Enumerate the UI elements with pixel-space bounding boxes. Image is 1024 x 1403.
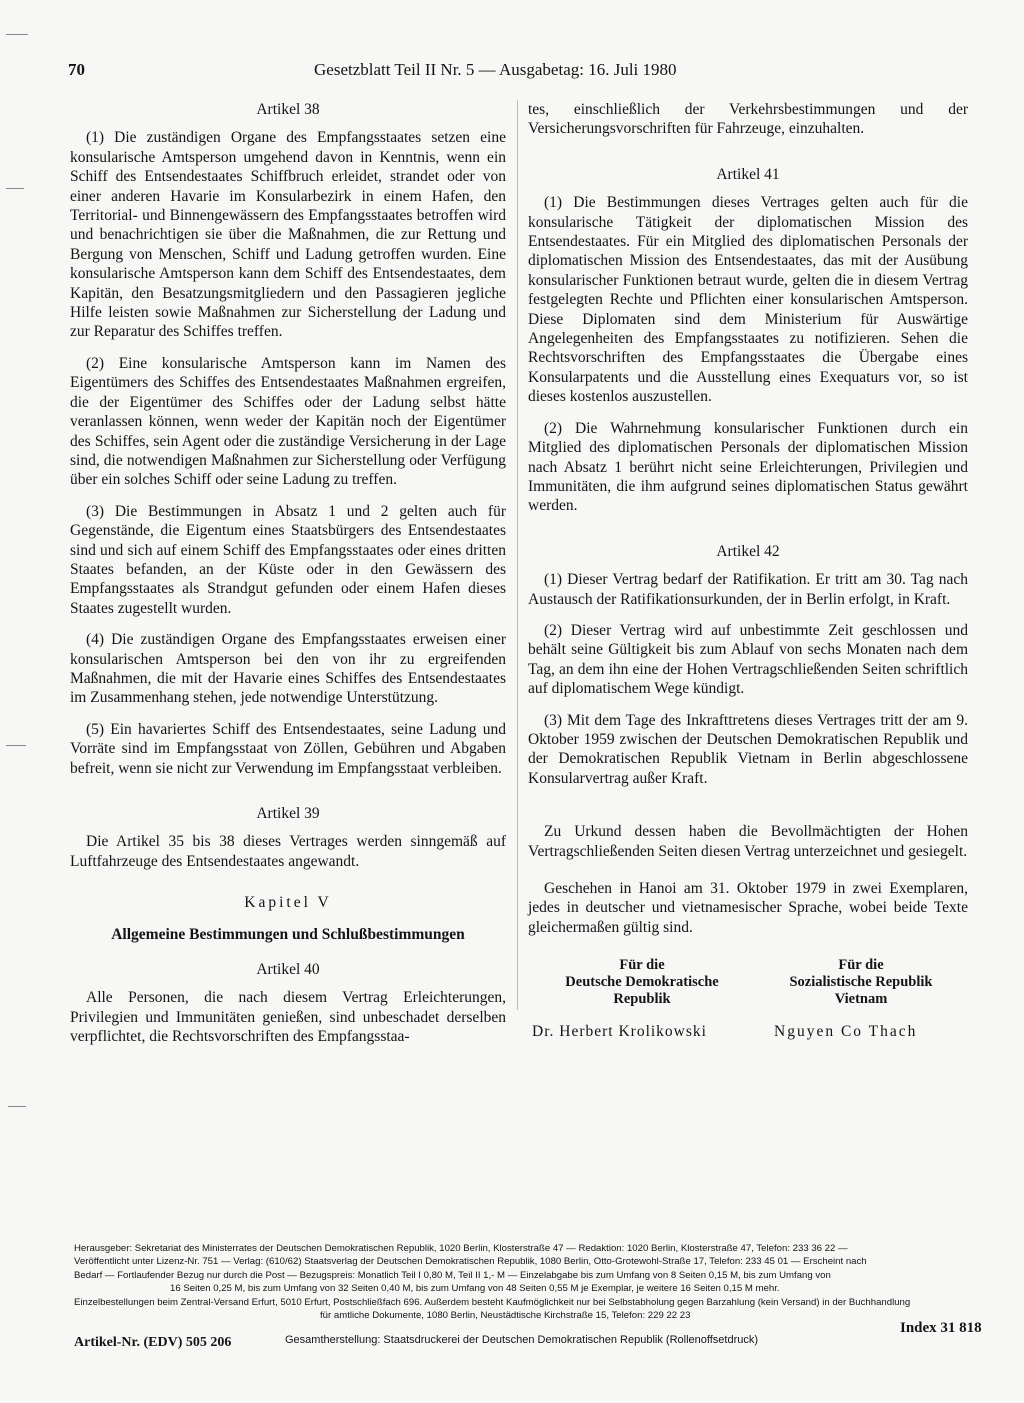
signatory-gdr [550, 957, 734, 1008]
scan-mark [6, 745, 26, 746]
article-38-para-1: (1) Die zuständigen Organe des Empfangsstaates setzen eine konsularische Amtsperson umgehend davon in Kenntnis, wenn ein Schiff des Entsendestaates Schiffbruch erleidet, strandet oder von einer anderen Havarie im Konsularbezirk in einem Hafen, den Territorial- und Binnengewässern des Empfangsstaates betroffen wird und benachrichtigen sie über die Maßnahmen, die zur Rettung und Bergung von Menschen, Schiff und Ladung getroffen wurden. Eine konsularische Amtsperson kann dem Schiff des Entsendestaates, dem Kapitän, den Besatzungsmitgliedern und den Passagieren jegliche Hilfe leisten sowie Maßnahmen zur Sicherstellung der Ladung und zur Reparatur des Schiffes treffen. [70, 129, 506, 341]
article-42-para-1: (1) Dieser Vertrag bedarf der Ratifikation. Er tritt am 30. Tag nach Austausch der Ratifikationsurkunden, der in Berlin erfolgt, in Kraft. [528, 571, 968, 608]
imprint-line: Bedarf — Fortlaufender Bezug nur durch die Post — Bezugspreis: Monatlich Teil I 0,80 M, Teil II 1,- M — Einzelabgabe bis zum Umfang von 8 Seiten 0,15 M, bis zum Umfang von [74, 1269, 831, 1281]
chapter-label: Kapitel V [244, 894, 332, 912]
article-39-heading: Artikel 39 [256, 805, 320, 822]
article-39-para-1: Die Artikel 35 bis 38 dieses Vertrages werden sinngemäß auf Luftfahrzeuge des Entsendestaates angewandt. [70, 833, 506, 870]
article-38-heading: Artikel 38 [256, 101, 320, 118]
article-42-heading: Artikel 42 [716, 542, 780, 560]
signature-block [528, 957, 968, 1047]
signatory-gdr-name: Dr. Herbert Krolikowski [532, 1023, 707, 1041]
imprint-line: für amtliche Dokumente, 1080 Berlin, Neustädtische Kirchstraße 15, Telefon: 229 22 23 [320, 1309, 691, 1321]
right-column [528, 100, 968, 1047]
scan-mark [6, 188, 24, 189]
left-column [70, 100, 506, 1059]
running-header [68, 60, 968, 84]
signatory-vietnam-name: Nguyen Co Thach [774, 1023, 918, 1041]
chapter-title: Allgemeine Bestimmungen und Schlußbestimmungen [111, 925, 465, 943]
signatory-vietnam-line-2: Sozialistische Republik [789, 974, 933, 991]
article-40-continuation: tes, einschließlich der Verkehrsbestimmungen und der Versicherungsvorschriften für Fahrzeuge, einzuhalten. [528, 101, 968, 138]
article-41-para-2: (2) Die Wahrnehmung konsularischer Funktionen durch ein Mitglied des diplomatischen Personals der diplomatischen Mission nach Absatz 1 berührt nicht seine Erleichterungen, Privilegien und Immunitäten, die ihm aufgrund seines diplomatischen Status gewährt werden. [528, 419, 968, 515]
column-divider [517, 100, 518, 1010]
article-41-heading: Artikel 41 [716, 165, 780, 183]
signatory-gdr-line-3: Republik [613, 991, 671, 1008]
article-42-para-3: (3) Mit dem Tage des Inkrafttretens dieses Vertrages tritt der am 9. Oktober 1959 zwischen der Deutschen Demokratischen Republik und der Demokratischen Republik Vietnam in Berlin abgeschlossene Konsularvertrag außer Kraft. [528, 711, 968, 787]
index-number: Index 31 818 [900, 1320, 982, 1336]
scan-mark [6, 34, 28, 35]
signatory-vietnam-line-1: Für die [838, 957, 884, 974]
article-number: Artikel-Nr. (EDV) 505 206 [74, 1335, 232, 1350]
signatory-vietnam-line-3: Vietnam [834, 991, 888, 1008]
imprint-line: Veröffentlicht unter Lizenz-Nr. 751 — Verlag: (610/62) Staatsverlag der Deutschen Demokratischen Republik, 1080 Berlin, Otto-Grotewohl-Straße 17, Telefon: 233 45 01 — Erscheint nach [74, 1256, 867, 1268]
done-clause: Geschehen in Hanoi am 31. Oktober 1979 in zwei Exemplaren, jedes in deutscher und vietnamesischer Sprache, wobei beide Texte gleichermaßen gültig sind. [528, 880, 968, 936]
signatory-gdr-line-1: Für die [619, 957, 665, 974]
imprint [74, 1242, 974, 1322]
printer-line: Gesamtherstellung: Staatsdruckerei der Deutschen Demokratischen Republik (Rollenoffsetdruck) [285, 1334, 759, 1346]
imprint-line: Einzelbestellungen beim Zentral-Versand Erfurt, 5010 Erfurt, Postschließfach 696. Außerdem besteht Kaufmöglichkeit nur bei Selbstabholung gegen Barzahlung (kein Versand) in der Buchhandlung [74, 1296, 911, 1308]
imprint-line: 16 Seiten 0,25 M, bis zum Umfang von 32 Seiten 0,40 M, bis zum Umfang von 48 Seiten 0,55 M je Exemplar, je weitere 16 Seiten 0,15 M mehr. [170, 1283, 780, 1295]
article-38-para-5: (5) Ein havariertes Schiff des Entsendestaates, seine Ladung und Vorräte sind im Empfangsstaat von Zöllen, Gebühren und Abgaben befreit, wenn sie nicht zur Verwendung im Empfangsstaat verbleiben. [70, 720, 506, 777]
article-38-para-4: (4) Die zuständigen Organe des Empfangsstaates erweisen einer konsularischen Amtsperson bei den von ihr zu ergreifenden Maßnahmen, die mit der Havarie eines Schiffes des Entsendestaates im Zusammenhang stehen, jede notwendige Unterstützung. [70, 631, 506, 707]
article-42-para-2: (2) Dieser Vertrag wird auf unbestimmte Zeit geschlossen und behält seine Gültigkeit bis zum Ablauf von sechs Monaten nach dem Tag, an dem ihn eine der Hohen Vertragschließenden Seiten schriftlich auf diplomatischem Wege kündigt. [528, 621, 968, 698]
imprint-line: Herausgeber: Sekretariat des Ministerrates der Deutschen Demokratischen Republik, 1020 Berlin, Klosterstraße 47 — Redaktion: 1020 Berlin, Klosterstraße 47, Telefon: 233 36 22 — [74, 1243, 848, 1254]
witness-clause: Zu Urkund dessen haben die Bevollmächtigten der Hohen Vertragschließenden Seiten diesen Vertrag unterzeichnet und gesiegelt. [528, 823, 968, 860]
signatory-gdr-line-2: Deutsche Demokratische [565, 974, 719, 991]
article-41-para-1: (1) Die Bestimmungen dieses Vertrages gelten auch für die konsularische Tätigkeit der diplomatischen Mission des Entsendestaates. Für ein Mitglied des diplomatischen Personals der diplomatischen Mission des Entsendestaates, das mit der Ausübung konsularischer Funktionen betraut wurde, gelten die in diesem Vertrag festgelegten Rechte und Pflichten einer konsularischen Amtsperson. Diese Diplomaten sind dem Ministerium für Auswärtige Angelegenheiten des Empfangsstaates zu notifizieren. Sehen die Rechtsvorschriften des Empfangsstaates die Übergabe eines Konsularpatents und die Ausstellung eines Exequaturs vor, so ist dieses kostenlos auszustellen. [528, 194, 968, 406]
signatory-vietnam [768, 957, 954, 1008]
page-number: 70 [68, 60, 85, 79]
article-40-para-1: Alle Personen, die nach diesem Vertrag Erleichterungen, Privilegien und Immunitäten genießen, sind unbeschadet derselben verpflichtet, die Rechtsvorschriften des Empfangsstaa- [70, 989, 506, 1046]
scan-mark [8, 1106, 26, 1107]
article-38-para-2: (2) Eine konsularische Amtsperson kann im Namen des Eigentümers des Schiffes des Entsendestaates Maßnahmen ergreifen, die der Eigentümer des Schiffes oder der Ladung selbst hätte veranlassen können, wenn weder der Kapitän noch der Eigentümer des Schiffes, sein Agent oder die zuständige Versicherung in der Lage sind, die notwendigen Maßnahmen zur Sicherstellung oder Verfügung über ein solches Schiff oder seine Ladung zu treffen. [70, 354, 506, 489]
gazette-title: Gesetzblatt Teil II Nr. 5 — Ausgabetag: 16. Juli 1980 [314, 60, 677, 79]
article-38-para-3: (3) Die Bestimmungen in Absatz 1 und 2 gelten auch für Gegenstände, die Eigentum eines Staatsbürgers des Entsendestaates sind und sich auf einem Schiff des Empfangsstaates oder eines dritten Staates befanden, an der Küste oder in den Gewässern des Empfangsstaates als Strandgut gefunden oder einem Hafen dieses Staates zugestellt wurden. [70, 502, 506, 617]
article-40-heading: Artikel 40 [256, 961, 320, 979]
